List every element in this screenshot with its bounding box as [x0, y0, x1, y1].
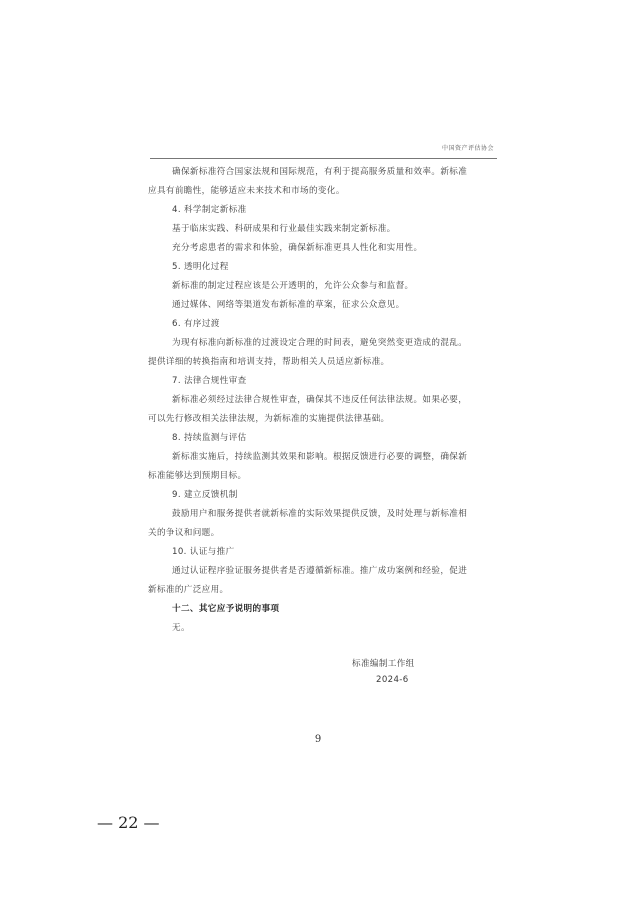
section-heading: 6. 有序过渡 — [172, 319, 220, 329]
body-text-line: 确保新标准符合国家法规和国际规范，有利于提高服务质量和效率。新标准 — [172, 167, 468, 177]
section-heading: 10. 认证与推广 — [172, 547, 235, 557]
body-text-line: 标准能够达到预期目标。 — [148, 471, 247, 481]
footer-page-number: — 22 — — [97, 813, 160, 832]
body-text-line: 可以先行修改相关法律法规，为新标准的实施提供法律基础。 — [148, 414, 390, 424]
body-text-line: 无。 — [172, 623, 190, 633]
section-heading: 9. 建立反馈机制 — [172, 490, 238, 500]
section-heading: 十二、其它应予说明的事项 — [172, 604, 280, 614]
header-rule — [150, 158, 497, 159]
section-heading: 7. 法律合规性审查 — [172, 376, 247, 386]
body-text-line: 提供详细的转换指南和培训支持，帮助相关人员适应新标准。 — [148, 357, 390, 367]
body-text-line: 通过媒体、网络等渠道发布新标准的草案，征求公众意见。 — [172, 300, 405, 310]
body-text-line: 通过认证程序验证服务提供者是否遵循新标准。推广成功案例和经验，促进 — [172, 566, 468, 576]
body-text-line: 充分考虑患者的需求和体验，确保新标准更具人性化和实用性。 — [172, 243, 423, 253]
body-text-line: 新标准实施后，持续监测其效果和影响。根据反馈进行必要的调整，确保新 — [172, 452, 468, 462]
body-text-line: 新标准的广泛应用。 — [148, 585, 229, 595]
body-text-line: 新标准必须经过法律合规性审查，确保其不违反任何法律法规。如果必要， — [172, 395, 468, 405]
section-heading: 4. 科学制定新标准 — [172, 205, 247, 215]
section-heading: 8. 持续监测与评估 — [172, 433, 247, 443]
body-text-line: 基于临床实践、科研成果和行业最佳实践来制定新标准。 — [172, 224, 396, 234]
body-text-line: 为现有标准向新标准的过渡设定合理的时间表，避免突然变更造成的混乱。 — [172, 338, 468, 348]
section-heading: 5. 透明化过程 — [172, 262, 229, 272]
page-number: 9 — [314, 734, 322, 745]
signature-date: 2024-6 — [376, 675, 409, 685]
body-text-line: 新标准的制定过程应该是公开透明的，允许公众参与和监督。 — [172, 281, 414, 291]
signature-group: 标准编制工作组 — [352, 659, 415, 669]
document-body — [148, 166, 493, 635]
header-org-name: 中国资产评估协会 — [441, 145, 494, 152]
body-text-line: 鼓励用户和服务提供者就新标准的实际效果提供反馈，及时处理与新标准相 — [172, 509, 468, 519]
body-text-line: 应具有前瞻性，能够适应未来技术和市场的变化。 — [148, 186, 345, 196]
body-text-line: 关的争议和问题。 — [148, 528, 220, 538]
